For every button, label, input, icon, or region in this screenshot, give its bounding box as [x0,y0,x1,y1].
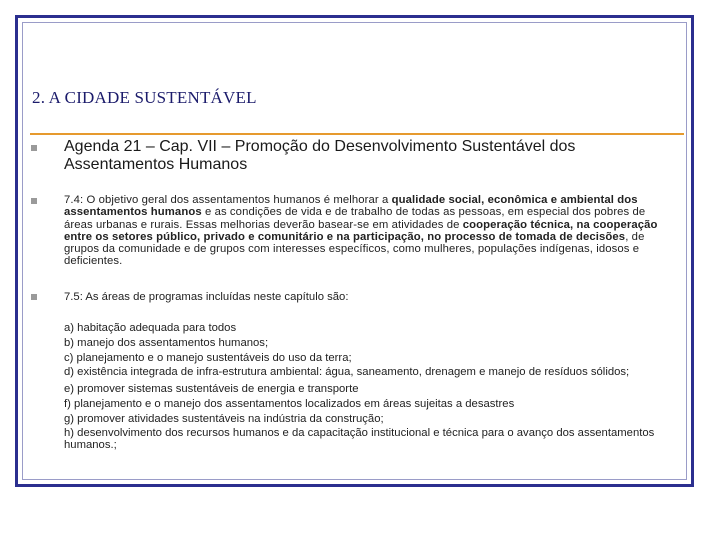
list-item: b) manejo dos assentamentos humanos; [64,337,269,349]
title-divider [30,133,684,135]
para-bold-2: cooperação técnica, na cooperação entre os setores público, privado e comunitário e na participação, no processo de tomada de decisões [64,218,658,243]
list-item: h) desenvolvimento dos recursos humanos e da capacitação institucional e técnica para o avanço dos assentamentos humanos.; [64,426,655,451]
objective-paragraph [64,194,664,268]
bullet-square-icon [31,145,37,151]
list-item: f) planejamento e o manejo dos assentamentos localizados em áreas sujeitas a desastres [64,397,515,410]
list-item: g) promover atividades sustentáveis na indústria da construção; [64,412,384,425]
bullet-square-icon [31,198,37,204]
bullet-square-icon [31,294,37,300]
list-item: e) promover sistemas sustentáveis de energia e transporte [64,382,359,395]
slide-title: 2. A CIDADE SUSTENTÁVEL [32,88,257,107]
program-areas-list [64,321,664,452]
para-text-2: e as condições de vida e de trabalho de todas as pessoas, em especial dos pobres de áreas urbanas e rurais. Essas melhorias deverão basear-se em atividades de [64,206,646,231]
list-item: a) habitação adequada para todos [64,322,237,334]
areas-intro: 7.5: As áreas de programas incluídas neste capítulo são: [64,291,349,303]
list-item: d) existência integrada de infra-estrutura ambiental: água, saneamento, drenagem e manejo de resíduos sólidos; [64,366,630,378]
para-text-1: 7.4: O objetivo geral dos assentamentos humanos é melhorar a [64,194,392,206]
list-item: c) planejamento e o manejo sustentáveis do uso da terra; [64,352,352,364]
agenda-heading: Agenda 21 – Cap. VII – Promoção do Desenvolvimento Sustentável dos Assentamentos Humanos [64,138,576,173]
para-text-3: , de grupos da comunidade e de grupos com interesses específicos, como mulheres, populações indígenas, idosos e deficientes. [64,230,645,268]
para-bold-1: qualidade social, econômica e ambiental dos assentamentos humanos [64,194,638,219]
